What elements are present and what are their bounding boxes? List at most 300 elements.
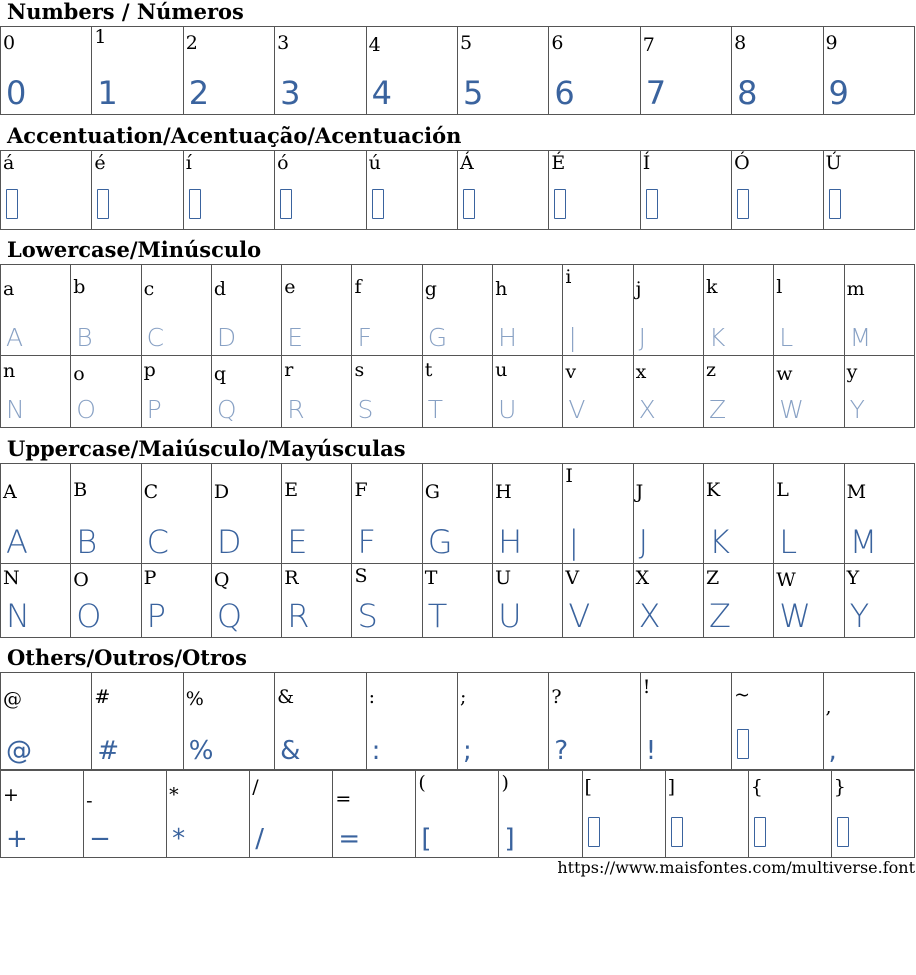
specimen-cell	[1, 673, 92, 770]
uppercase-table	[0, 463, 915, 638]
specimen-row	[1, 151, 915, 230]
specimen-cell	[183, 151, 274, 230]
character-label: i	[565, 266, 572, 288]
character-label: 6	[551, 32, 564, 54]
specimen-cell	[732, 673, 823, 770]
specimen-cell	[84, 771, 167, 858]
font-glyph: E	[287, 523, 308, 561]
specimen-cell	[640, 673, 731, 770]
font-glyph: [	[421, 824, 432, 854]
specimen-cell	[352, 265, 422, 356]
character-label: s	[354, 359, 365, 381]
font-glyph: 1	[97, 74, 118, 112]
specimen-cell	[732, 27, 823, 115]
source-url[interactable]: https://www.maisfontes.com/multiverse.font	[557, 858, 915, 877]
character-label: !	[642, 676, 651, 698]
specimen-cell	[211, 464, 281, 564]
font-glyph: G	[427, 323, 448, 352]
font-glyph: 4	[371, 74, 392, 112]
character-label: +	[3, 784, 19, 806]
character-label: ó	[277, 152, 289, 174]
specimen-cell	[1, 771, 84, 858]
missing-glyph-box-icon	[837, 817, 849, 847]
specimen-cell	[275, 27, 366, 115]
character-label: M	[846, 481, 867, 503]
character-label: l	[776, 276, 783, 298]
character-label: (	[418, 772, 426, 794]
specimen-cell	[457, 151, 548, 230]
uppercase-heading: Uppercase/Maiúsculo/Mayúsculas	[7, 436, 406, 461]
specimen-cell	[633, 356, 703, 428]
specimen-cell	[844, 356, 914, 428]
font-glyph: ,	[828, 736, 837, 766]
font-glyph: T	[427, 597, 448, 635]
specimen-cell	[633, 464, 703, 564]
specimen-cell	[71, 265, 141, 356]
character-label: Z	[705, 567, 720, 589]
font-glyph: J	[638, 523, 649, 561]
font-glyph: Y	[849, 395, 865, 424]
character-label: q	[213, 363, 227, 385]
font-glyph: Q	[216, 395, 237, 424]
character-label: 7	[642, 34, 655, 56]
missing-glyph-box-icon	[189, 189, 201, 219]
specimen-cell	[352, 564, 422, 638]
font-glyph: A	[6, 323, 24, 352]
specimen-cell	[183, 27, 274, 115]
character-label: á	[3, 152, 15, 174]
font-glyph: N	[6, 597, 30, 635]
specimen-cell	[493, 356, 563, 428]
missing-glyph-box-icon	[737, 729, 749, 764]
specimen-cell	[563, 265, 633, 356]
font-glyph: H	[498, 323, 517, 352]
font-glyph: Z	[708, 395, 727, 424]
character-label: [	[584, 776, 592, 798]
font-glyph: 6	[554, 74, 575, 112]
missing-glyph-box-icon	[829, 189, 841, 219]
specimen-cell	[167, 771, 250, 858]
character-label: U	[495, 567, 512, 589]
font-glyph: L	[779, 523, 798, 561]
font-glyph: R	[287, 597, 310, 635]
specimen-cell	[416, 771, 499, 858]
character-label: C	[143, 481, 159, 503]
character-label: 2	[185, 32, 198, 54]
specimen-cell	[1, 151, 92, 230]
specimen-cell	[1, 356, 71, 428]
character-label: c	[143, 278, 155, 300]
missing-glyph-box-icon	[671, 817, 683, 852]
character-label: z	[705, 359, 716, 381]
font-glyph: B	[76, 323, 93, 352]
missing-glyph-box-icon	[189, 189, 201, 224]
character-label: S	[354, 565, 368, 587]
character-label: }	[833, 776, 846, 798]
font-glyph: G	[427, 523, 453, 561]
character-label: )	[501, 772, 509, 794]
missing-glyph-box-icon	[671, 817, 683, 847]
character-label: Á	[459, 152, 474, 174]
character-label: í	[185, 152, 192, 174]
font-glyph: @	[6, 736, 32, 766]
font-glyph: P	[146, 395, 162, 424]
character-label: 0	[3, 32, 16, 54]
character-label: Q	[213, 569, 230, 591]
missing-glyph-box-icon	[554, 189, 566, 224]
font-glyph: Z	[708, 597, 731, 635]
missing-glyph-box-icon	[737, 189, 749, 224]
specimen-cell	[703, 356, 773, 428]
specimen-cell	[823, 673, 914, 770]
font-glyph: T	[427, 395, 444, 424]
specimen-cell	[1, 564, 71, 638]
missing-glyph-box-icon	[463, 189, 475, 224]
character-label: x	[635, 361, 647, 383]
character-label: {	[750, 776, 763, 798]
specimen-cell	[141, 464, 211, 564]
character-label: D	[213, 481, 230, 503]
specimen-row	[1, 771, 915, 858]
specimen-cell	[422, 356, 492, 428]
specimen-cell	[1, 265, 71, 356]
character-label: ú	[368, 152, 381, 174]
character-label: ]	[667, 776, 676, 798]
font-glyph: O	[76, 597, 102, 635]
accents-table	[0, 150, 915, 230]
font-glyph: K	[708, 523, 730, 561]
character-label: %	[185, 688, 204, 710]
specimen-cell	[493, 265, 563, 356]
font-glyph: 2	[188, 74, 210, 112]
missing-glyph-box-icon	[372, 189, 384, 224]
font-glyph: 9	[828, 74, 849, 112]
font-glyph: W	[779, 395, 804, 424]
missing-glyph-box-icon	[97, 189, 109, 219]
specimen-cell	[1, 464, 71, 564]
specimen-cell	[640, 27, 731, 115]
specimen-cell	[282, 265, 352, 356]
missing-glyph-box-icon	[837, 817, 849, 852]
character-label: P	[143, 567, 157, 589]
missing-glyph-box-icon	[97, 189, 109, 224]
font-glyph: ?	[554, 736, 569, 766]
font-glyph: D	[216, 323, 237, 352]
font-glyph: R	[287, 395, 305, 424]
character-label: 1	[94, 26, 107, 48]
character-label: 5	[459, 32, 473, 54]
font-glyph: 5	[462, 74, 484, 112]
character-label: T	[424, 567, 438, 589]
specimen-cell	[366, 27, 457, 115]
character-label: 4	[368, 34, 381, 56]
specimen-row	[1, 673, 915, 770]
font-glyph: H	[498, 523, 523, 561]
character-label: #	[94, 686, 111, 708]
character-label: V	[565, 567, 580, 589]
character-label: d	[213, 278, 227, 300]
font-glyph: F	[357, 323, 372, 352]
font-glyph: C	[146, 523, 169, 561]
specimen-row	[1, 27, 915, 115]
specimen-row	[1, 564, 915, 638]
font-glyph: O	[76, 395, 96, 424]
character-label: o	[73, 363, 85, 385]
specimen-cell	[563, 564, 633, 638]
font-glyph: A	[6, 523, 28, 561]
font-glyph: M	[849, 323, 872, 352]
specimen-cell	[703, 564, 773, 638]
specimen-cell	[250, 771, 333, 858]
specimen-cell	[774, 356, 844, 428]
font-glyph: V	[568, 597, 591, 635]
missing-glyph-box-icon	[463, 189, 475, 219]
character-label: n	[3, 360, 16, 382]
missing-glyph-box-icon	[372, 189, 384, 219]
character-label: A	[3, 481, 17, 503]
character-label: &	[277, 686, 295, 708]
character-label: H	[495, 481, 512, 503]
specimen-cell	[71, 464, 141, 564]
character-label: K	[705, 479, 721, 501]
missing-glyph-box-icon	[646, 189, 658, 219]
character-label: y	[846, 361, 858, 383]
character-label: ,	[825, 696, 832, 718]
specimen-cell	[352, 356, 422, 428]
character-label: m	[846, 278, 865, 300]
character-label: 3	[277, 32, 290, 54]
character-label: 8	[734, 32, 747, 54]
font-glyph: %	[188, 736, 214, 766]
missing-glyph-box-icon	[754, 817, 766, 847]
specimen-cell	[422, 464, 492, 564]
specimen-cell	[844, 265, 914, 356]
specimen-cell	[703, 265, 773, 356]
specimen-cell	[366, 673, 457, 770]
font-glyph: Q	[216, 597, 243, 635]
character-label: :	[368, 686, 375, 708]
specimen-cell	[774, 464, 844, 564]
lowercase-table	[0, 264, 915, 428]
specimen-cell	[665, 771, 748, 858]
font-glyph: K	[708, 323, 726, 352]
font-glyph: 8	[737, 74, 758, 112]
specimen-cell	[92, 151, 183, 230]
specimen-cell	[549, 27, 640, 115]
specimen-cell	[640, 151, 731, 230]
specimen-cell	[71, 356, 141, 428]
font-glyph: |	[568, 523, 580, 561]
character-label: @	[3, 688, 22, 710]
character-label: I	[565, 465, 573, 487]
character-label: -	[86, 790, 93, 812]
specimen-cell	[844, 564, 914, 638]
character-label: /	[252, 776, 259, 798]
character-label: f	[354, 276, 362, 298]
specimen-cell	[275, 151, 366, 230]
specimen-cell	[211, 564, 281, 638]
others-heading: Others/Outros/Otros	[7, 645, 247, 670]
font-glyph: +	[6, 824, 28, 854]
character-label: j	[635, 278, 642, 300]
specimen-cell	[422, 265, 492, 356]
specimen-cell	[844, 464, 914, 564]
specimen-cell	[499, 771, 582, 858]
character-label: u	[495, 359, 508, 381]
missing-glyph-box-icon	[737, 189, 749, 219]
specimen-cell	[141, 564, 211, 638]
missing-glyph-box-icon	[6, 189, 18, 219]
font-glyph: =	[338, 824, 361, 854]
character-label: k	[705, 276, 718, 298]
character-label: Y	[846, 567, 860, 589]
specimen-cell	[582, 771, 665, 858]
missing-glyph-box-icon	[280, 189, 292, 224]
character-label: é	[94, 152, 106, 174]
others-table-row1	[0, 672, 915, 770]
character-label: É	[551, 152, 566, 174]
character-label: X	[635, 567, 650, 589]
specimen-cell	[352, 464, 422, 564]
character-label: a	[3, 278, 15, 300]
specimen-cell	[633, 564, 703, 638]
lowercase-heading: Lowercase/Minúsculo	[7, 237, 262, 262]
character-label: v	[565, 361, 577, 383]
font-glyph: ]	[504, 824, 515, 854]
accents-heading: Accentuation/Acentuação/Acentuación	[7, 123, 462, 148]
font-glyph: :	[371, 736, 381, 766]
font-glyph: B	[76, 523, 98, 561]
character-label: ~	[734, 684, 751, 706]
font-glyph: |	[568, 323, 577, 352]
character-label: ?	[551, 686, 562, 708]
font-glyph: −	[89, 824, 111, 854]
specimen-cell	[92, 27, 183, 115]
specimen-cell	[92, 673, 183, 770]
specimen-cell	[211, 265, 281, 356]
font-glyph: C	[146, 323, 165, 352]
font-glyph: W	[779, 597, 811, 635]
specimen-cell	[703, 464, 773, 564]
character-label: Ú	[825, 152, 842, 174]
font-glyph: *	[172, 824, 186, 854]
missing-glyph-box-icon	[6, 189, 18, 224]
character-label: N	[3, 567, 20, 589]
specimen-cell	[774, 265, 844, 356]
missing-glyph-box-icon	[829, 189, 841, 224]
character-label: J	[635, 481, 644, 503]
font-glyph: U	[498, 395, 517, 424]
character-label: g	[424, 278, 437, 300]
font-glyph: L	[779, 323, 794, 352]
others-table-row2	[0, 770, 915, 858]
specimen-cell	[563, 356, 633, 428]
specimen-cell	[748, 771, 831, 858]
specimen-cell	[457, 27, 548, 115]
specimen-cell	[333, 771, 416, 858]
font-glyph: J	[638, 323, 647, 352]
character-label: p	[143, 359, 156, 381]
specimen-cell	[493, 464, 563, 564]
character-label: Ó	[734, 152, 750, 174]
character-label: 9	[825, 32, 838, 54]
specimen-row	[1, 265, 915, 356]
missing-glyph-box-icon	[588, 817, 600, 847]
specimen-cell	[1, 27, 92, 115]
font-glyph: Y	[849, 597, 870, 635]
character-label: t	[424, 359, 433, 381]
specimen-cell	[183, 673, 274, 770]
specimen-cell	[831, 771, 914, 858]
font-glyph: #	[97, 736, 120, 766]
character-label: ;	[459, 686, 467, 708]
font-glyph: 3	[280, 74, 301, 112]
specimen-cell	[275, 673, 366, 770]
font-glyph: S	[357, 597, 378, 635]
specimen-cell	[71, 564, 141, 638]
character-label: L	[776, 479, 789, 501]
numbers-table	[0, 26, 915, 115]
character-label: G	[424, 481, 440, 503]
character-label: b	[73, 276, 86, 298]
specimen-cell	[823, 27, 914, 115]
character-label: r	[284, 359, 294, 381]
font-glyph: ;	[462, 736, 472, 766]
font-glyph: S	[357, 395, 374, 424]
numbers-heading: Numbers / Números	[7, 0, 244, 24]
specimen-cell	[774, 564, 844, 638]
character-label: e	[284, 276, 296, 298]
missing-glyph-box-icon	[754, 817, 766, 852]
font-glyph: &	[280, 736, 301, 766]
specimen-cell	[366, 151, 457, 230]
specimen-cell	[633, 265, 703, 356]
specimen-cell	[282, 356, 352, 428]
character-label: O	[73, 569, 89, 591]
character-label: W	[776, 569, 796, 591]
font-glyph: M	[849, 523, 878, 561]
font-glyph: !	[645, 736, 657, 766]
character-label: h	[495, 278, 508, 300]
font-glyph: X	[638, 597, 661, 635]
missing-glyph-box-icon	[554, 189, 566, 219]
character-label: =	[335, 788, 352, 810]
missing-glyph-box-icon	[737, 729, 749, 759]
missing-glyph-box-icon	[588, 817, 600, 852]
specimen-cell	[823, 151, 914, 230]
specimen-cell	[563, 464, 633, 564]
specimen-cell	[141, 265, 211, 356]
specimen-cell	[549, 673, 640, 770]
specimen-row	[1, 464, 915, 564]
specimen-cell	[422, 564, 492, 638]
font-glyph: V	[568, 395, 586, 424]
specimen-cell	[282, 464, 352, 564]
font-glyph: D	[216, 523, 242, 561]
font-glyph: /	[255, 824, 264, 854]
specimen-cell	[457, 673, 548, 770]
font-glyph: 0	[6, 74, 27, 112]
specimen-cell	[732, 151, 823, 230]
character-label: E	[284, 479, 299, 501]
specimen-row	[1, 356, 915, 428]
character-label: B	[73, 479, 88, 501]
font-glyph: P	[146, 597, 166, 635]
missing-glyph-box-icon	[280, 189, 292, 219]
font-glyph: N	[6, 395, 25, 424]
specimen-cell	[211, 356, 281, 428]
font-glyph: E	[287, 323, 303, 352]
